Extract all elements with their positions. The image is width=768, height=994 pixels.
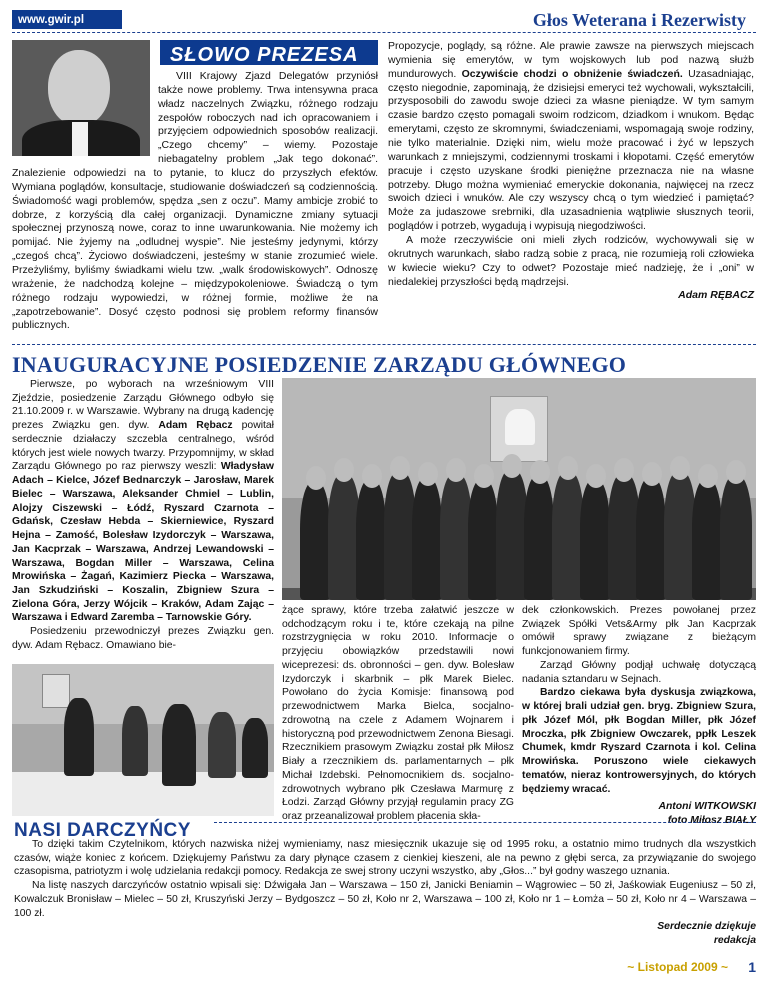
inauguracyjne-title: INAUGURACYJNE POSIEDZENIE ZARZĄDU GŁÓWNEGO xyxy=(12,352,627,377)
slowo-prezesa-title: SŁOWO PREZESA xyxy=(160,40,378,65)
meeting-photo xyxy=(12,664,274,816)
darczyncy-signature-2: redakcja xyxy=(713,935,756,947)
slowo-prezesa-right-bold: Oczywiście chodzi o obniżenie świadczeń. xyxy=(461,67,683,80)
section-divider xyxy=(12,344,756,345)
inaug-col1-body: powitał serdecznie działaczy szczebla centralnego, wśród których jest wiele nowych twarzy. Przypomnijmy, w skład Zarządu Głównego po raz pierwszy weszli: xyxy=(12,420,274,473)
inaug-col2-text: żące sprawy, które trzeba załatwić jeszcze w odchodzącym roku i te, które czekają na pilne rozstrzygnięcia w roku 2010. Informacje o przyjęciu obowiązków przedstawili nowi wiceprezesi: ds. obronności – gen. dyw. Bolesław Izydorczyk i skarbnik – płk Marek Bielec. Powołano do życia Komisje: finansową pod przewodnictwem Marka Bielca, socjalno-zdrowotną na czele z Adamem Wojnarem i historyczną pod przewodnictwem Zenona Biesagi. Rzecznikiem prasowym Związku został płk Miłosz Biały a rzecznikiem ds. parlamentarnych – płk Michał Izdebski. Pełnomocnikiem ds. socjalno-zdrowotnych wybrano płk Czesława Marmurę z Łodzi. Zarząd Główny przyjął regulamin pracy ZG oraz przeanalizował problem płacenia skła- xyxy=(282,605,514,823)
masthead-title: Głos Weterana i Rezerwisty xyxy=(532,10,746,30)
issue-date: ~ Listopad 2009 ~ xyxy=(627,960,728,974)
slowo-prezesa-left-column xyxy=(12,70,378,335)
slowo-prezesa-right-column xyxy=(388,40,754,340)
slowo-prezesa-right-text-2: Uzasadniając, często niegodnie, zapominają, że dzisiejsi emeryci też wychowali, wykształcili, przysposobili do zawodu swoje dzieci za własne pieniądze. W tym samym czasie bardzo często pomagali swoim rodzicom, dziadkom i wnukom. Będąc emerytami, często ze skromnymi, świadczeniami, wspomagają swoje rodziny, nie tylko materialnie. Dzięki nim, wielu może pracować i żyć w lepszych warunkach z mniejszymi, codziennymi troskami i kłopotami. Część emerytów pracuje i często uzyskane środki pieniężne przeznacza nie na własne potrzeby. Długo można wymieniać emeryckie dokonania, najwięcej na rzecz swoich dzieci i wnuków. Ale czy wszyscy chcą o tym wiedzieć i pamiętać? Może za judaszowe srebrniki, dla uzasadnienia wątpliwie słusznych teorii, poglądów i potrzeb, wygadują i wypisują niegodziwości. xyxy=(388,67,755,233)
slowo-prezesa-paragraph: VIII Krajowy Zjazd Delegatów przyniósł także nowe problemy. Trwa intensywna praca władz naczelnych Związku, różnego rodzaju zespołów roboczych nad ich opracowaniem i przyjęciem odpowiednich sposobów realizacji. „Czego chcemy” – wiemy. Pozostaje niebagatelny problem „Jak tego dokonać”. Znalezienie odpowiedzi na to pytanie, to klucz do przyszłych efektów. Wymiana poglądów, konsultacje, studiowanie doświadczeń są codziennością. Świadomość wagi problemów, spędza „sen z oczu”. Mamy ambicje zrobić to dobrze, z korzyścią dla całej organizacji. Dynamiczne zmiany sytuacji społecznej przynoszą nowe, coraz to inne uwarunkowania. Nie możemy ich pomijać. Nie żyjemy na „odludnej wyspie”. Nie jesteśmy jedynymi, którzy „czegoś chcą”. Życiowo doświadczeni, jesteśmy w stanie zrozumieć wiele. Przeżyliśmy, byliśmy świadkami wielu tzw. „walk środowiskowych”. Odnoszę wrażenie, że nadchodzą kolejne – międzypokoleniowe. Świadczą o tym różnego rodzaju wypowiedzi, w różnej formie, możliwe że na „zapotrzebowanie”. Dosyć często podnosi się problem reformy finansów publicznych. xyxy=(12,70,378,332)
darczyncy-title: NASI DARCZYŃCY xyxy=(14,820,191,841)
page-number: 1 xyxy=(748,959,756,975)
darczyncy-divider xyxy=(214,822,756,823)
inaug-col3-text-a: dek członkowskich. Prezes powołanej przez Związek Spółki Vets&Army płk Jan Kacprzak omówił sprawy związane z bieżącym funkcjonowaniem firmy. xyxy=(522,605,756,658)
inaug-col1-members: Władysław Adach – Kielce, Józef Bednarczyk – Jarosław, Marek Bielec – Warszawa, Aleksander Chmiel – Lublin, Alojzy Ciszewski – Łódź, Ryszard Czarnota – Gdańsk, Czesław Hebda – Skierniewice, Ryszard Hejna – Zamość, Bolesław Izydorczyk – Warszawa, Jan Kacprzak – Warszawa, Andrzej Lewandowski – Warszawa, Bogdan Miller – Warszawa, Celina Mrowińska – Żagań, Kazimierz Piecka – Warszawa, Jan Szkudziński – Koszalin, Zbigniew Szura – Zielona Góra, Jerzy Wójcik – Kraków, Adam Zając – Warszawa i Edward Zaremba – Tarnowskie Góry. xyxy=(12,461,274,624)
slowo-prezesa-right-text-3: A może rzeczywiście oni mieli złych rodziców, wychowywali się w okrutnych warunkach, słabo radzą sobie z pracą, nie rozumieją roli człowieka w kwiecie wieku? Czy to odwet? Pozostaje mieć nadzieję, że i „oni” w niedalekiej przyszłości będą mądrzejsi. xyxy=(388,234,754,288)
group-photo xyxy=(282,378,756,600)
inauguracyjne-column-3 xyxy=(522,604,756,827)
site-url: www.gwir.pl xyxy=(12,10,122,29)
inauguracyjne-column-1 xyxy=(12,378,274,660)
darczyncy-text: To dzięki takim Czytelnikom, których nazwiska niżej wymieniamy, nasz miesięcznik ukazuje się od 1995 roku, a ostatnio mimo trudnych dla wszystkich czasów, wiąże koniec z końcem. Dziękujemy Państwu za dary płynące czasem z cienkiej kieszeni, ale na pewno z głębi serca, za przywiązanie do swojego czasopisma, patriotyzm i wolę udzielania redakcji pomocy. Redakcja ze swej strony uczyni wszystko, aby „Głos...” był godny waszego uznania. xyxy=(14,839,756,878)
inaug-col3-text-c: Bardzo ciekawa była dyskusja związkowa, w której brali udział gen. bryg. Zbigniew Szura, płk Józef Mól, płk Bogdan Miller, płk Józef Mroczka, płk Zbigniew Owczarek, ppłk Leszek Chumek, kmdr Ryszard Czarnota i kol. Celina Mrowińska. Poruszono wiele ciekawych tematów, nieraz kontrowersyjnych, do których będziemy wracać. xyxy=(522,687,756,795)
darczyncy-body xyxy=(14,838,756,948)
inaug-signature: Antoni WITKOWSKI xyxy=(658,801,756,813)
inaug-col3-text-b: Zarząd Główny podjął uchwałę dotyczącą nadania sztandaru w Sejnach. xyxy=(522,659,756,685)
header-divider xyxy=(12,32,756,33)
darczyncy-list: Na listę naszych darczyńców ostatnio wpisali się: Dźwigała Jan – Warszawa – 150 zł, Janicki Beniamin – Wągrowiec – 50 zł, Jaśkowiak Eugeniusz – 50 zł, Kowalczuk Bronisław – Mielec – 50 zł, Kruszyński Jerzy – Bydgoszcz – 50 zł, Koło nr 2, Warszawa – 100 zł, Koło nr 1 – Łomża – 50 zł, Koło nr 4 – Warszawa – 100 zł. xyxy=(14,880,756,919)
inaug-photo-credit: foto Miłosz BIAŁY xyxy=(667,815,756,827)
slowo-prezesa-right-text-1: Propozycje, poglądy, są różne. Ale prawie zawsze na pierwszych miejscach wymienia się emerytów, w tym wojskowych lub pod nazwą służb mundurowych. xyxy=(388,40,754,80)
inaug-col1-intro: Pierwsze, po wyborach na wrześniowym VIII Zjeździe, posiedzenie Zarządu Głównego odbyło się 21.10.2009 r. w Warszawie. Wybrany na drugą kadencję prezes Związku gen. dyw. xyxy=(12,379,274,432)
darczyncy-signature-1: Serdecznie dziękuje xyxy=(657,921,756,933)
slowo-prezesa-signature: Adam RĘBACZ xyxy=(678,289,754,302)
inaug-col1-closing: Posiedzeniu przewodniczył prezes Związku gen. dyw. Adam Rębacz. Omawiano bie- xyxy=(12,626,274,651)
inauguracyjne-column-2 xyxy=(282,604,514,823)
inaug-col1-president: Adam Rębacz xyxy=(158,420,233,432)
